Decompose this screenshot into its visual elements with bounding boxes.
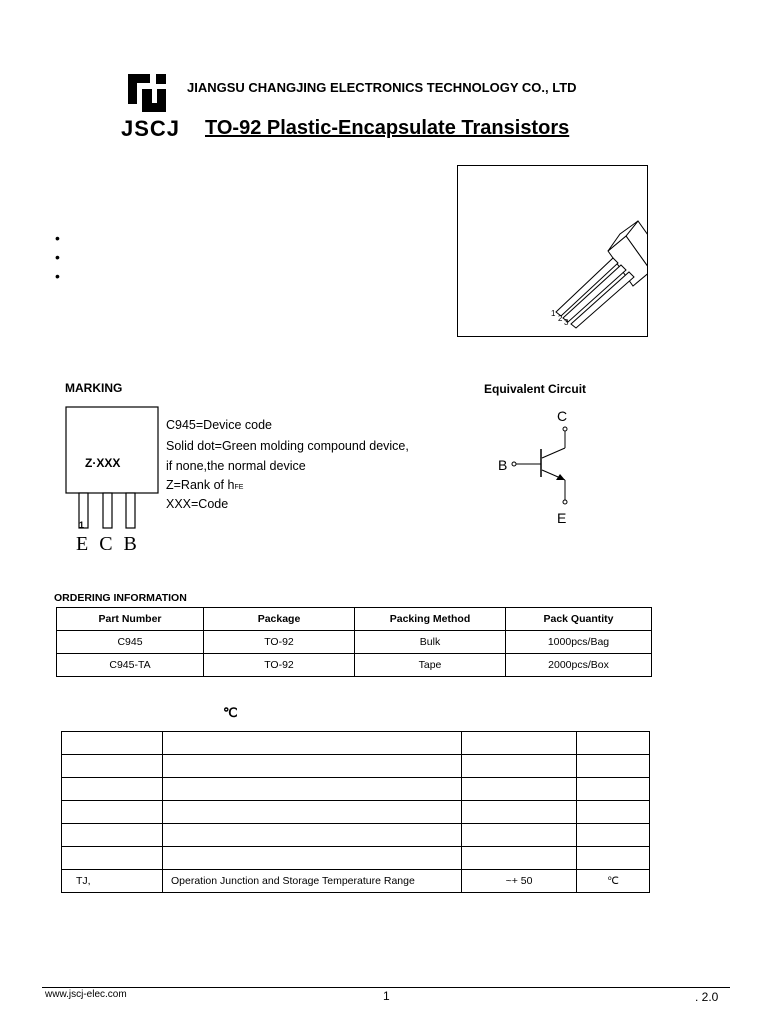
cell-value: ~+ 50 bbox=[462, 870, 577, 893]
company-name: JIANGSU CHANGJING ELECTRONICS TECHNOLOGY CO., LTD bbox=[187, 80, 577, 95]
table-row bbox=[62, 847, 650, 870]
table-row bbox=[57, 631, 652, 654]
ordering-table bbox=[56, 607, 652, 677]
cell-packing: Bulk bbox=[355, 631, 506, 654]
col-part-number: Part Number bbox=[57, 608, 204, 631]
ordering-header-row bbox=[57, 608, 652, 631]
bullet-3: • bbox=[55, 268, 60, 284]
cell-package: TO-92 bbox=[204, 654, 355, 677]
col-pack-quantity: Pack Quantity bbox=[506, 608, 652, 631]
cell-parameter: Operation Junction and Storage Temperature Range bbox=[163, 870, 462, 893]
package-image-frame bbox=[457, 165, 648, 337]
cell-packing: Tape bbox=[355, 654, 506, 677]
pin-label-3: 3 bbox=[564, 318, 569, 327]
table-row bbox=[62, 778, 650, 801]
marking-line-device-code: C945=Device code bbox=[166, 418, 272, 432]
table-row bbox=[57, 654, 652, 677]
cell-quantity: 2000pcs/Box bbox=[506, 654, 652, 677]
marking-line-code: XXX=Code bbox=[166, 497, 229, 511]
equivalent-circuit-title: Equivalent Circuit bbox=[484, 382, 587, 396]
footer-revision: . 2.0 bbox=[695, 990, 719, 1004]
marking-line-rank: Z=Rank of hFE bbox=[166, 478, 244, 492]
cell-part: C945 bbox=[57, 631, 204, 654]
equivalent-circuit-diagram bbox=[490, 405, 590, 530]
table-row bbox=[62, 755, 650, 778]
ratings-unit-heading: ℃ bbox=[223, 705, 238, 720]
document-title: TO-92 Plastic-Encapsulate Transistors bbox=[205, 117, 570, 139]
col-packing-method: Packing Method bbox=[355, 608, 506, 631]
circuit-label-b: B bbox=[498, 457, 508, 473]
marking-title: MARKING bbox=[65, 381, 123, 395]
bullet-1: • bbox=[55, 230, 60, 246]
table-row bbox=[62, 732, 650, 755]
col-package: Package bbox=[204, 608, 355, 631]
footer-divider bbox=[42, 987, 730, 988]
to92-package-icon bbox=[458, 166, 647, 336]
marking-line-normal: if none,the normal device bbox=[166, 459, 306, 473]
circuit-label-e: E bbox=[557, 510, 567, 526]
cell-quantity: 1000pcs/Bag bbox=[506, 631, 652, 654]
pin-label-2: 2 bbox=[558, 314, 563, 323]
footer-page-number: 1 bbox=[383, 989, 390, 1003]
marking-pin-number: 1 bbox=[79, 520, 85, 530]
ordering-title: ORDERING INFORMATION bbox=[54, 592, 187, 604]
table-row bbox=[62, 801, 650, 824]
company-logo-icon bbox=[128, 74, 170, 112]
marking-diagram bbox=[60, 405, 170, 555]
cell-unit: ℃ bbox=[577, 870, 650, 893]
pin-label-1: 1 bbox=[551, 309, 556, 318]
ratings-table bbox=[61, 731, 650, 893]
cell-symbol: TJ, bbox=[62, 870, 163, 893]
table-row bbox=[62, 870, 650, 893]
circuit-label-c: C bbox=[557, 408, 568, 424]
bullet-2: • bbox=[55, 249, 60, 265]
cell-part: C945-TA bbox=[57, 654, 204, 677]
cell-package: TO-92 bbox=[204, 631, 355, 654]
footer-url[interactable]: www.jscj-elec.com bbox=[45, 989, 127, 1000]
table-row bbox=[62, 824, 650, 847]
marking-chip-text: Z·XXX bbox=[85, 456, 121, 470]
logo-text: JSCJ bbox=[121, 116, 181, 141]
marking-pin-letters: E C B bbox=[76, 533, 137, 555]
marking-line-solid-dot: Solid dot=Green molding compound device, bbox=[166, 439, 409, 453]
